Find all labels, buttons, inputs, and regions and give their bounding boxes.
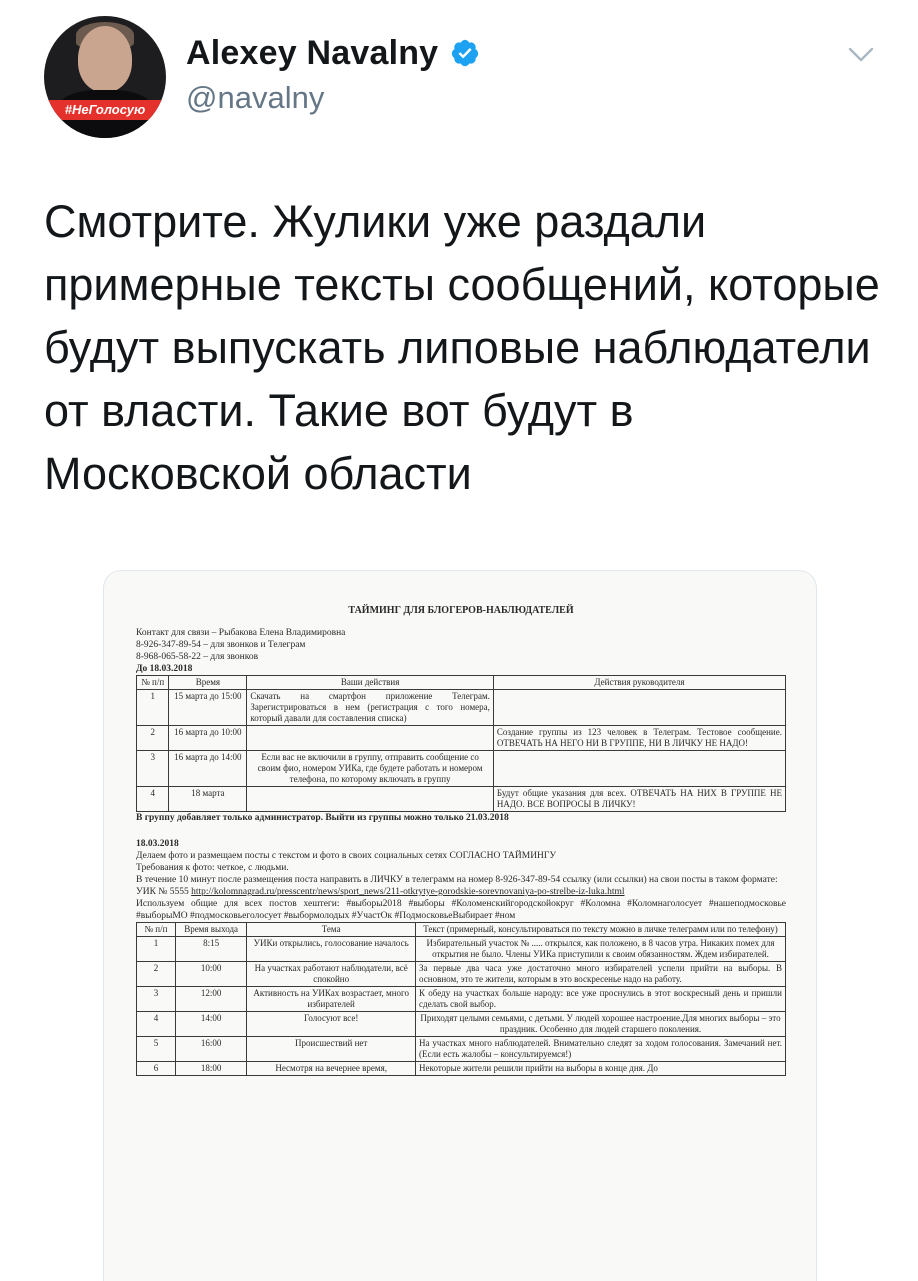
table-header-cell: № п/п bbox=[137, 676, 169, 690]
table-cell: 16:00 bbox=[175, 1037, 246, 1062]
table-cell: Избирательный участок № ..... открылся, как положено, в 8 часов утра. Никаких помех для открытия не было. Члены УИКа приступили к своим обязанностям. Ждем избирателей. bbox=[416, 937, 786, 962]
table-row bbox=[137, 962, 786, 987]
table-cell: Голосуют все! bbox=[247, 1012, 416, 1037]
table-cell: Происшествий нет bbox=[247, 1037, 416, 1062]
table-row bbox=[137, 787, 786, 812]
table-header-row bbox=[137, 923, 786, 937]
table-header-cell: Время bbox=[169, 676, 247, 690]
table-cell: 5 bbox=[137, 1037, 176, 1062]
table-cell: 3 bbox=[137, 987, 176, 1012]
author-handle[interactable]: @navalny bbox=[186, 80, 325, 115]
table-cell: 16 марта до 10:00 bbox=[169, 726, 247, 751]
table-cell bbox=[493, 751, 785, 787]
table-cell: 2 bbox=[137, 962, 176, 987]
table-cell: 2 bbox=[137, 726, 169, 751]
table-cell: 18:00 bbox=[175, 1062, 246, 1076]
contact-line: 8-926-347-89-54 – для звонков и Телеграм bbox=[136, 640, 306, 650]
table-cell: 1 bbox=[137, 690, 169, 726]
verified-badge-icon bbox=[450, 38, 480, 68]
table-cell: На участках много наблюдателей. Внимательно следят за ходом голосования. Замечаний нет. (Если есть жалобы – консультируемся!) bbox=[416, 1037, 786, 1062]
example-prefix: УИК № 5555 bbox=[136, 887, 192, 897]
table-cell: 12:00 bbox=[175, 987, 246, 1012]
avatar-hashtag-banner: #НеГолосую bbox=[44, 100, 166, 120]
table-cell: За первые два часа уже достаточно много избирателей успели прийти на выборы. В основном, это те жители, которым в это воскресенье надо на работу. bbox=[416, 962, 786, 987]
table-row bbox=[137, 937, 786, 962]
hashtags-line: Используем общие для всех постов хештеги: #выборы2018 #выборы #Коломенскийгородскойокруг #Коломна #Коломнаголосует #нашеподмосковье #выборыМО #подмосковьеголосует #выбормолодых #УчастОк #ПодмосковьеВыбирает #ном bbox=[136, 899, 786, 921]
table-cell: Приходят целыми семьями, с детьми. У людей хорошее настроение.Для многих выборы – это праздник. Особенно для людей старшего поколения. bbox=[416, 1012, 786, 1037]
table-cell: Скачать на смартфон приложение Телеграм. Зарегистрироваться в нем (регистрация с того номера, который давали для составления списка) bbox=[247, 690, 494, 726]
table-cell: 14:00 bbox=[175, 1012, 246, 1037]
table-header-cell: Действия руководителя bbox=[493, 676, 785, 690]
instruction-line: Требования к фото: четкое, с людьми. bbox=[136, 863, 289, 873]
table-cell: 15 марта до 15:00 bbox=[169, 690, 247, 726]
table-cell bbox=[493, 690, 785, 726]
table-cell: 4 bbox=[137, 787, 169, 812]
table-cell: К обеду на участках больше народу: все уже проснулись в этот воскресный день и пришли сделать свой выбор. bbox=[416, 987, 786, 1012]
table-cell: Активность на УИКах возрастает, много избирателей bbox=[247, 987, 416, 1012]
table-cell: Будут общие указания для всех. ОТВЕЧАТЬ НА НИХ В ГРУППЕ НЕ НАДО. ВСЕ ВОПРОСЫ В ЛИЧКУ! bbox=[493, 787, 785, 812]
table-cell: 6 bbox=[137, 1062, 176, 1076]
tweet-media-image[interactable] bbox=[103, 570, 817, 1281]
table-row bbox=[137, 1037, 786, 1062]
table-cell: 16 марта до 14:00 bbox=[169, 751, 247, 787]
table-row bbox=[137, 1012, 786, 1037]
timing-table-1 bbox=[136, 675, 786, 812]
table-cell: 18 марта bbox=[169, 787, 247, 812]
table-row bbox=[137, 751, 786, 787]
table-cell bbox=[247, 787, 494, 812]
tweet-text: Смотрите. Жулики уже раздали примерные тексты сообщений, которые будут выпускать липовые наблюдатели от власти. Такие вот будут в Московской области bbox=[44, 196, 880, 499]
table-header-cell: Ваши действия bbox=[247, 676, 494, 690]
table-cell: Некоторые жители решили прийти на выборы в конце дня. До bbox=[416, 1062, 786, 1076]
table-cell: УИКи открылись, голосование началось bbox=[247, 937, 416, 962]
table-cell: 8:15 bbox=[175, 937, 246, 962]
table-cell: 3 bbox=[137, 751, 169, 787]
table-cell: 10:00 bbox=[175, 962, 246, 987]
avatar-face bbox=[78, 26, 132, 92]
table-row bbox=[137, 726, 786, 751]
table-cell: Несмотря на вечернее время, bbox=[247, 1062, 416, 1076]
example-line bbox=[136, 886, 786, 898]
table-row bbox=[137, 987, 786, 1012]
table-header-cell: Тема bbox=[247, 923, 416, 937]
contact-line: 8-968-065-58-22 – для звонков bbox=[136, 652, 259, 662]
instruction-line: В течение 10 минут после размещения поста направить в ЛИЧКУ в телеграмм на номер 8-926-347-89-54 ссылку (или ссылки) на свои посты в таком формате: bbox=[136, 875, 778, 885]
section-date: 18.03.2018 bbox=[136, 839, 179, 849]
table-cell: 1 bbox=[137, 937, 176, 962]
table-cell: Если вас не включили в группу, отправить сообщение со своим фио, номером УИКа, где будете работать и номером телефона, по которому включать в группу bbox=[247, 751, 494, 787]
table-cell: Создание группы из 123 человек в Телеграм. Тестовое сообщение. ОТВЕЧАТЬ НА НЕГО НИ В ГРУППЕ, НИ В ЛИЧКУ НЕ НАДО! bbox=[493, 726, 785, 751]
table-header-cell: № п/п bbox=[137, 923, 176, 937]
table-row bbox=[137, 1062, 786, 1076]
document-title: ТАЙМИНГ ДЛЯ БЛОГЕРОВ-НАБЛЮДАТЕЛЕЙ bbox=[348, 605, 574, 616]
table-header-cell: Текст (примерный, консультироваться по тексту можно в личке телеграмм или по телефону) bbox=[416, 923, 786, 937]
chevron-down-icon[interactable] bbox=[846, 44, 876, 66]
example-link: http://kolomnagrad.ru/presscentr/news/sport_news/211-otkrytye-gorodskie-sorevnovaniya-po-strelbe-iz-luka.html bbox=[191, 887, 625, 897]
table-header-cell: Время выхода bbox=[175, 923, 246, 937]
section-date: До 18.03.2018 bbox=[136, 664, 193, 674]
table-note: В группу добавляет только администратор. Выйти из группы можно только 21.03.2018 bbox=[136, 813, 509, 823]
avatar[interactable] bbox=[44, 16, 166, 138]
timing-table-2 bbox=[136, 922, 786, 1076]
table-header-row bbox=[137, 676, 786, 690]
table-cell bbox=[247, 726, 494, 751]
author-name[interactable]: Alexey Navalny bbox=[186, 34, 439, 72]
table-cell: 4 bbox=[137, 1012, 176, 1037]
table-cell: На участках работают наблюдатели, всё спокойно bbox=[247, 962, 416, 987]
table-row bbox=[137, 690, 786, 726]
instruction-line: Делаем фото и размещаем посты с текстом и фото в своих социальных сетях СОГЛАСНО ТАЙМИНГУ bbox=[136, 851, 557, 861]
scanned-document bbox=[136, 605, 786, 1076]
contact-line: Контакт для связи – Рыбакова Елена Владимировна bbox=[136, 628, 346, 638]
